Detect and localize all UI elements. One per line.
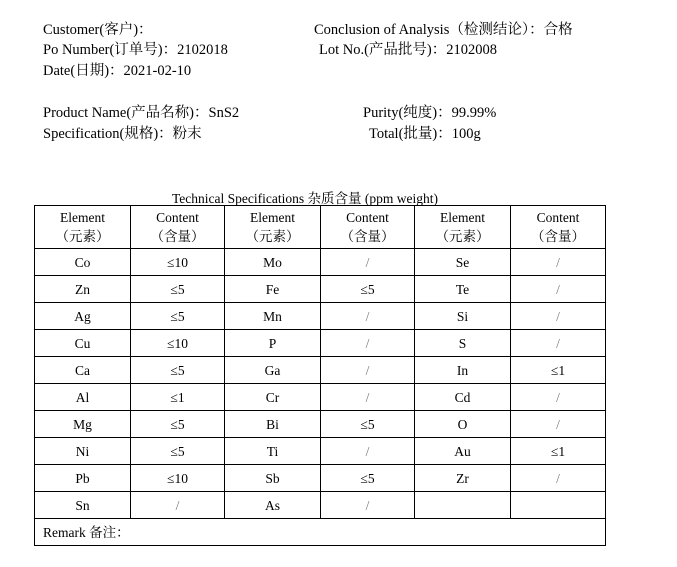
element-cell: As <box>225 492 321 519</box>
element-cell: Ni <box>35 438 131 465</box>
element-cell: Te <box>415 276 511 303</box>
column-header <box>511 206 606 249</box>
element-cell: Sn <box>35 492 131 519</box>
element-cell: Al <box>35 384 131 411</box>
element-cell: Ga <box>225 357 321 384</box>
table-row <box>35 249 606 276</box>
content-cell: ≤10 <box>131 249 225 276</box>
content-cell: ≤5 <box>131 303 225 330</box>
remark-cell: Remark 备注： <box>35 519 606 546</box>
total-batch: Total(批量)：100g <box>369 126 481 142</box>
element-cell: Cr <box>225 384 321 411</box>
column-header <box>415 206 511 249</box>
element-cell <box>415 492 511 519</box>
column-header-en: Content <box>156 210 199 225</box>
column-header-en: Content <box>536 210 580 225</box>
content-cell: / <box>511 249 606 276</box>
column-header-en: Element <box>250 210 295 225</box>
content-cell: ≤5 <box>131 438 225 465</box>
content-cell: / <box>511 330 606 357</box>
column-header <box>35 206 131 249</box>
table-row <box>35 384 606 411</box>
remark-row <box>35 519 606 546</box>
content-cell: / <box>321 330 415 357</box>
table-row <box>35 438 606 465</box>
order-date: Date(日期)：2021-02-10 <box>43 63 192 79</box>
table-row <box>35 411 606 438</box>
table-row <box>35 330 606 357</box>
lot-number: Lot No.(产品批号)：2102008 <box>319 42 498 58</box>
element-cell: Zn <box>35 276 131 303</box>
element-cell: Mo <box>225 249 321 276</box>
element-cell: Pb <box>35 465 131 492</box>
content-cell: / <box>321 357 415 384</box>
content-cell: / <box>511 276 606 303</box>
column-header <box>131 206 225 249</box>
column-header-zh: （元素） <box>55 229 110 244</box>
impurity-table <box>34 205 606 546</box>
element-cell: S <box>415 330 511 357</box>
column-header-zh: （含量） <box>531 229 585 244</box>
element-cell: Se <box>415 249 511 276</box>
content-cell: / <box>321 384 415 411</box>
element-cell: Co <box>35 249 131 276</box>
content-cell: ≤10 <box>131 330 225 357</box>
column-header-en: Element <box>60 210 105 225</box>
content-cell: / <box>321 249 415 276</box>
content-cell: ≤5 <box>321 276 415 303</box>
element-cell: P <box>225 330 321 357</box>
content-cell: ≤1 <box>511 438 606 465</box>
table-row <box>35 465 606 492</box>
content-cell: / <box>321 303 415 330</box>
table-row <box>35 492 606 519</box>
column-header-zh: （含量） <box>150 229 205 244</box>
content-cell: ≤1 <box>131 384 225 411</box>
element-cell: Si <box>415 303 511 330</box>
content-cell: / <box>511 384 606 411</box>
column-header-zh: （含量） <box>340 229 395 244</box>
table-row <box>35 303 606 330</box>
content-cell: ≤5 <box>321 465 415 492</box>
element-cell: Bi <box>225 411 321 438</box>
content-cell: ≤1 <box>511 357 606 384</box>
element-cell: Au <box>415 438 511 465</box>
content-cell: ≤5 <box>321 411 415 438</box>
column-header <box>321 206 415 249</box>
content-cell: ≤5 <box>131 411 225 438</box>
element-cell: Cu <box>35 330 131 357</box>
element-cell: Zr <box>415 465 511 492</box>
column-header-en: Element <box>440 210 485 225</box>
content-cell: / <box>321 492 415 519</box>
content-cell: / <box>321 438 415 465</box>
table-header-row <box>35 206 606 249</box>
column-header-zh: （元素） <box>435 229 490 244</box>
element-cell: Ca <box>35 357 131 384</box>
content-cell: / <box>511 303 606 330</box>
element-cell: Cd <box>415 384 511 411</box>
po-number: Po Number(订单号)：2102018 <box>43 42 228 58</box>
content-cell: / <box>511 465 606 492</box>
content-cell: / <box>511 411 606 438</box>
impurity-table-body <box>35 206 606 546</box>
element-cell: Sb <box>225 465 321 492</box>
column-header <box>225 206 321 249</box>
table-caption: Technical Specifications 杂质含量 (ppm weight) <box>172 191 438 206</box>
column-header-zh: （元素） <box>245 229 300 244</box>
table-row <box>35 276 606 303</box>
content-cell: / <box>131 492 225 519</box>
element-cell: O <box>415 411 511 438</box>
element-cell: In <box>415 357 511 384</box>
content-cell: ≤10 <box>131 465 225 492</box>
purity: Purity(纯度)：99.99% <box>363 105 497 121</box>
content-cell <box>511 492 606 519</box>
product-name: Product Name(产品名称)：SnS2 <box>43 105 240 121</box>
element-cell: Ag <box>35 303 131 330</box>
element-cell: Mn <box>225 303 321 330</box>
content-cell: ≤5 <box>131 357 225 384</box>
analysis-conclusion: Conclusion of Analysis（检测结论）：合格 <box>314 22 573 38</box>
content-cell: ≤5 <box>131 276 225 303</box>
element-cell: Fe <box>225 276 321 303</box>
customer-label: Customer(客户)： <box>43 22 153 38</box>
specification: Specification(规格)：粉末 <box>43 126 202 142</box>
table-row <box>35 357 606 384</box>
element-cell: Mg <box>35 411 131 438</box>
element-cell: Ti <box>225 438 321 465</box>
column-header-en: Content <box>346 210 389 225</box>
